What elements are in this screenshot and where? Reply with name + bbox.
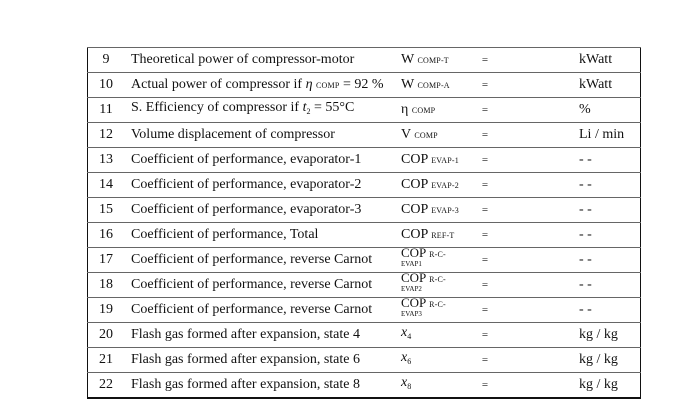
row-number: 21 bbox=[88, 348, 125, 373]
row-equals: = bbox=[469, 198, 501, 223]
row-number: 10 bbox=[88, 73, 125, 98]
document-sheet bbox=[87, 47, 641, 399]
table-row bbox=[88, 123, 641, 148]
row-equals: = bbox=[469, 248, 501, 273]
symbol-main: W bbox=[401, 51, 414, 67]
row-description: Coefficient of performance, evaporator-3 bbox=[124, 198, 394, 223]
row-number: 20 bbox=[88, 323, 125, 348]
table-row bbox=[88, 98, 641, 123]
row-number: 16 bbox=[88, 223, 125, 248]
row-equals: = bbox=[469, 373, 501, 399]
symbol-main: V bbox=[401, 126, 411, 142]
row-equals: = bbox=[469, 73, 501, 98]
row-description: Volume displacement of compressor bbox=[124, 123, 394, 148]
row-unit: - - bbox=[573, 248, 641, 273]
symbol-main: COP bbox=[401, 176, 428, 192]
table-row bbox=[88, 373, 641, 399]
symbol-subscript: 6 bbox=[407, 357, 412, 366]
symbol-subscript: COMP-T bbox=[417, 55, 449, 65]
symbol-subscript: R-C- bbox=[429, 299, 446, 309]
symbol-subscript: EVAP-3 bbox=[431, 205, 459, 215]
symbol-main: COP bbox=[401, 247, 426, 260]
row-number: 18 bbox=[88, 273, 125, 298]
symbol-main: x bbox=[401, 325, 408, 340]
row-number: 11 bbox=[88, 98, 125, 123]
symbol-subscript: COMP bbox=[414, 130, 438, 140]
row-value bbox=[501, 198, 573, 223]
row-description: S. Efficiency of compressor if $t_2 = 55^\circ C$ bbox=[124, 98, 394, 123]
row-description: Coefficient of performance, reverse Carnot bbox=[124, 298, 394, 323]
symbol-main: COP bbox=[401, 201, 428, 217]
row-unit: kWatt bbox=[573, 48, 641, 73]
row-equals: = bbox=[469, 148, 501, 173]
row-value bbox=[501, 373, 573, 399]
row-symbol bbox=[394, 173, 469, 198]
row-number: 13 bbox=[88, 148, 125, 173]
symbol-main: η bbox=[401, 101, 409, 117]
symbol-subscript: COMP bbox=[411, 105, 436, 115]
row-value bbox=[501, 223, 573, 248]
symbol-main: COP bbox=[401, 151, 428, 167]
row-number: 17 bbox=[88, 248, 125, 273]
results-table bbox=[87, 47, 641, 399]
row-description: Flash gas formed after expansion, state 4 bbox=[124, 323, 394, 348]
row-unit: - - bbox=[573, 223, 641, 248]
row-description: Flash gas formed after expansion, state 6 bbox=[124, 348, 394, 373]
symbol-subscript: COMP-A bbox=[417, 80, 450, 90]
symbol-subscript: REF-T bbox=[431, 230, 455, 240]
table-row bbox=[88, 348, 641, 373]
row-unit: - - bbox=[573, 148, 641, 173]
row-description: Coefficient of performance, evaporator-2 bbox=[124, 173, 394, 198]
row-value bbox=[501, 348, 573, 373]
row-symbol bbox=[394, 248, 469, 273]
row-symbol bbox=[394, 373, 469, 399]
symbol-subscript-line2: EVAP1 bbox=[401, 259, 422, 268]
symbol-main: COP bbox=[401, 226, 428, 242]
symbol-subscript: R-C- bbox=[429, 249, 446, 259]
row-symbol bbox=[394, 98, 469, 123]
row-unit: kg / kg bbox=[573, 323, 641, 348]
table-row bbox=[88, 273, 641, 298]
row-unit: Li / min bbox=[573, 123, 641, 148]
symbol-subscript: R-C- bbox=[429, 274, 446, 284]
row-value bbox=[501, 148, 573, 173]
row-value bbox=[501, 48, 573, 73]
symbol-subscript: EVAP-2 bbox=[431, 180, 459, 190]
row-symbol bbox=[394, 48, 469, 73]
row-description: Coefficient of performance, Total bbox=[124, 223, 394, 248]
table-row bbox=[88, 223, 641, 248]
row-equals: = bbox=[469, 98, 501, 123]
table-row bbox=[88, 173, 641, 198]
row-symbol bbox=[394, 148, 469, 173]
row-number: 19 bbox=[88, 298, 125, 323]
table-row bbox=[88, 73, 641, 98]
row-unit: - - bbox=[573, 298, 641, 323]
row-equals: = bbox=[469, 223, 501, 248]
row-equals: = bbox=[469, 348, 501, 373]
symbol-subscript: EVAP-1 bbox=[431, 155, 459, 165]
table-row bbox=[88, 198, 641, 223]
symbol-main: x bbox=[401, 350, 408, 365]
row-symbol bbox=[394, 73, 469, 98]
row-value bbox=[501, 273, 573, 298]
symbol-main: W bbox=[401, 76, 414, 92]
row-value bbox=[501, 98, 573, 123]
row-unit: % bbox=[573, 98, 641, 123]
row-symbol bbox=[394, 298, 469, 323]
row-number: 14 bbox=[88, 173, 125, 198]
symbol-subscript-line2: EVAP3 bbox=[401, 309, 422, 318]
row-number: 22 bbox=[88, 373, 125, 399]
row-description: Flash gas formed after expansion, state 8 bbox=[124, 373, 394, 399]
row-symbol bbox=[394, 273, 469, 298]
symbol-main: x bbox=[401, 375, 408, 390]
row-description: Coefficient of performance, reverse Carnot bbox=[124, 273, 394, 298]
row-unit: kWatt bbox=[573, 73, 641, 98]
row-value bbox=[501, 73, 573, 98]
symbol-subscript: 4 bbox=[407, 332, 412, 341]
row-equals: = bbox=[469, 48, 501, 73]
table-row bbox=[88, 323, 641, 348]
row-unit: kg / kg bbox=[573, 373, 641, 399]
row-equals: = bbox=[469, 173, 501, 198]
row-number: 12 bbox=[88, 123, 125, 148]
row-number: 9 bbox=[88, 48, 125, 73]
row-symbol bbox=[394, 348, 469, 373]
row-unit: - - bbox=[573, 198, 641, 223]
row-unit: - - bbox=[573, 173, 641, 198]
row-symbol bbox=[394, 198, 469, 223]
row-value bbox=[501, 298, 573, 323]
row-value bbox=[501, 173, 573, 198]
row-number: 15 bbox=[88, 198, 125, 223]
row-value bbox=[501, 248, 573, 273]
symbol-main: COP bbox=[401, 272, 426, 285]
symbol-main: COP bbox=[401, 297, 426, 310]
row-equals: = bbox=[469, 298, 501, 323]
row-equals: = bbox=[469, 273, 501, 298]
row-description: Coefficient of performance, reverse Carnot bbox=[124, 248, 394, 273]
row-value bbox=[501, 323, 573, 348]
row-equals: = bbox=[469, 323, 501, 348]
row-symbol bbox=[394, 223, 469, 248]
row-value bbox=[501, 123, 573, 148]
row-unit: kg / kg bbox=[573, 348, 641, 373]
row-description: Theoretical power of compressor-motor bbox=[124, 48, 394, 73]
symbol-subscript: 8 bbox=[407, 382, 412, 391]
row-symbol bbox=[394, 123, 469, 148]
table-row bbox=[88, 248, 641, 273]
table-row bbox=[88, 48, 641, 73]
row-equals: = bbox=[469, 123, 501, 148]
row-description: Coefficient of performance, evaporator-1 bbox=[124, 148, 394, 173]
table-row bbox=[88, 298, 641, 323]
row-description: Actual power of compressor if η COMP = 92 % bbox=[124, 73, 394, 98]
row-unit: - - bbox=[573, 273, 641, 298]
symbol-subscript-line2: EVAP2 bbox=[401, 284, 422, 293]
table-row bbox=[88, 148, 641, 173]
row-symbol bbox=[394, 323, 469, 348]
